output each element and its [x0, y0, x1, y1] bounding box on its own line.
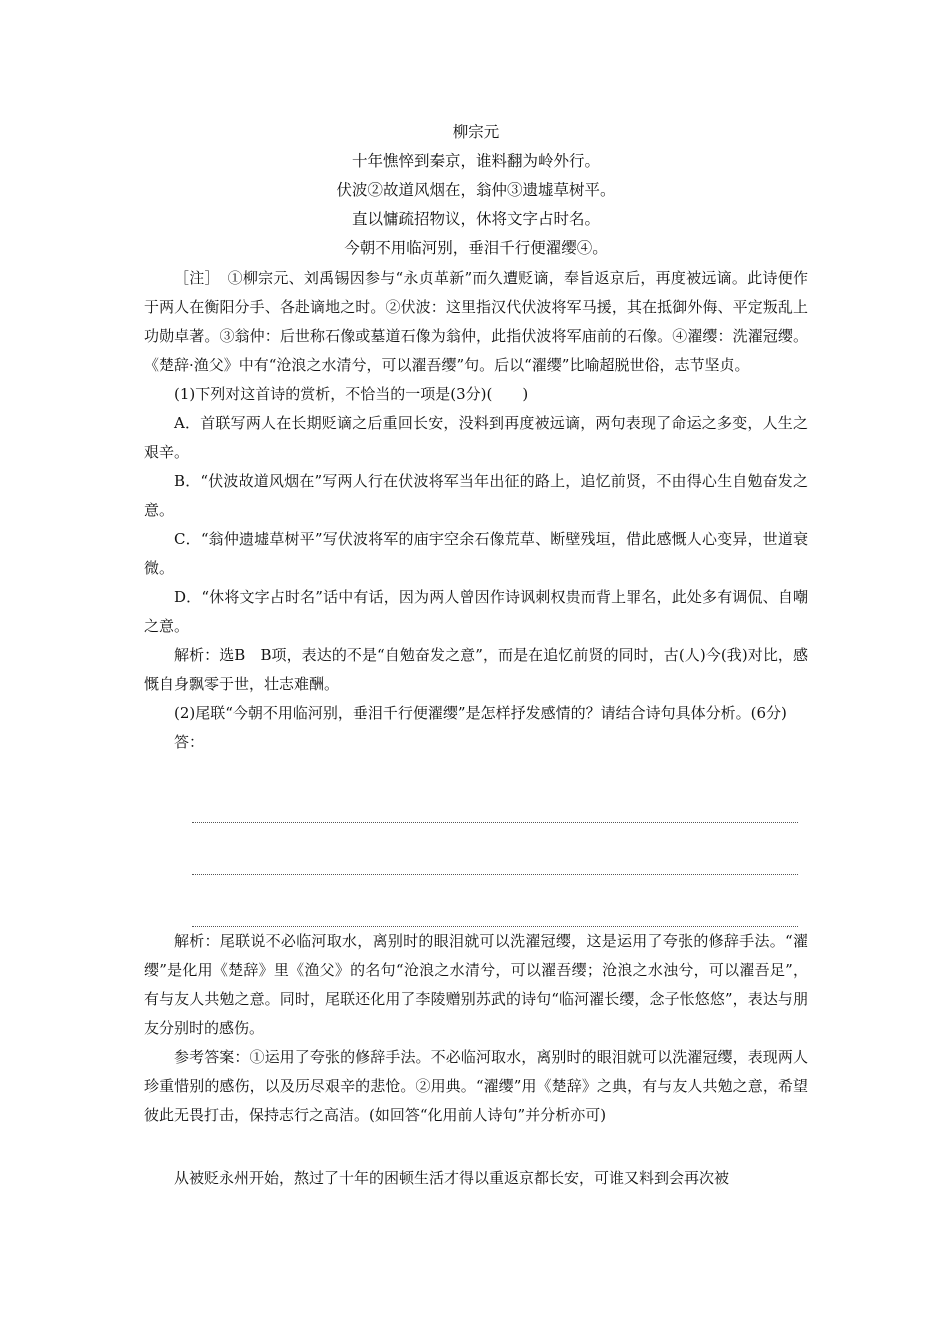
reference-answer: 参考答案：①运用了夸张的修辞手法。不必临河取水，离别时的眼泪就可以洗濯冠缨，表现两人珍重惜别的感伤，以及历尽艰辛的悲怆。②用典。“濯缨”用《楚辞》之典，有与友人共勉之意，希望彼此无畏打击，保持志行之高洁。(如回答“化用前人诗句”并分析亦可)	[144, 1048, 808, 1124]
document-page	[144, 118, 808, 1193]
option-b: B．“伏波故道风烟在”写两人行在伏波将军当年出征的路上，追忆前贤，不由得心生自勉奋发之意。	[144, 472, 808, 519]
answer-line	[192, 875, 798, 927]
answer-lines	[144, 771, 808, 927]
option-a: A．首联写两人在长期贬谪之后重回长安，没料到再度被远谪，两句表现了命运之多变，人生之艰辛。	[144, 414, 808, 461]
poem-line: 十年憔悴到秦京，谁料翻为岭外行。	[351, 152, 600, 170]
poem-author: 柳宗元	[452, 123, 500, 141]
answer-label: 答：	[174, 733, 205, 751]
question-1-analysis: 解析：选B B项，表达的不是“自勉奋发之意”，而是在追忆前贤的同时，古(人)今(我)对比，感慨自身飘零于世，壮志难酬。	[144, 646, 808, 693]
question-2-stem: (2)尾联“今朝不用临河别，垂泪千行便濯缨”是怎样抒发感情的？请结合诗句具体分析。(6分)	[174, 704, 787, 722]
question-2-analysis: 解析：尾联说不必临河取水，离别时的眼泪就可以洗濯冠缨，这是运用了夸张的修辞手法。“濯缨”是化用《楚辞》里《渔父》的名句“沧浪之水清兮，可以濯吾缨；沧浪之水浊兮，可以濯吾足”，有与友人共勉之意。同时，尾联还化用了李陵赠别苏武的诗句“临河濯长缨，念子怅悠悠”，表达与朋友分别时的感伤。	[144, 932, 808, 1037]
question-1-stem: (1)下列对这首诗的赏析，不恰当的一项是(3分)( )	[174, 385, 529, 403]
poem-line: 直以慵疏招物议，休将文字占时名。	[351, 210, 600, 228]
option-d: D．“休将文字占时名”话中有话，因为两人曾因作诗讽刺权贵而背上罪名，此处多有调侃、自嘲之意。	[144, 588, 808, 635]
poem-line: 今朝不用临河别，垂泪千行便濯缨④。	[344, 239, 608, 257]
answer-line	[192, 823, 798, 875]
answer-line	[192, 771, 798, 823]
poem-line: 伏波②故道风烟在，翁仲③遗墟草树平。	[336, 181, 616, 199]
poem	[144, 118, 808, 263]
translation-paragraph: 从被贬永州开始，熬过了十年的困顿生活才得以重返京都长安，可谁又料到会再次被	[174, 1169, 730, 1187]
option-c: C．“翁仲遗墟草树平”写伏波将军的庙宇空余石像荒草、断壁残垣，借此感慨人心变异，世道衰微。	[144, 530, 808, 577]
section-gap	[144, 1130, 808, 1164]
poem-notes: ［注］ ①柳宗元、刘禹锡因参与“永贞革新”而久遭贬谪，奉旨返京后，再度被远谪。此诗便作于两人在衡阳分手、各赴谪地之时。②伏波：这里指汉代伏波将军马援，其在抵御外侮、平定叛乱上功勋卓著。③翁仲：后世称石像或墓道石像为翁仲，此指伏波将军庙前的石像。④濯缨：洗濯冠缨。《楚辞·渔父》中有“沧浪之水清兮，可以濯吾缨”句。后以“濯缨”比喻超脱世俗，志节坚贞。	[144, 269, 808, 374]
